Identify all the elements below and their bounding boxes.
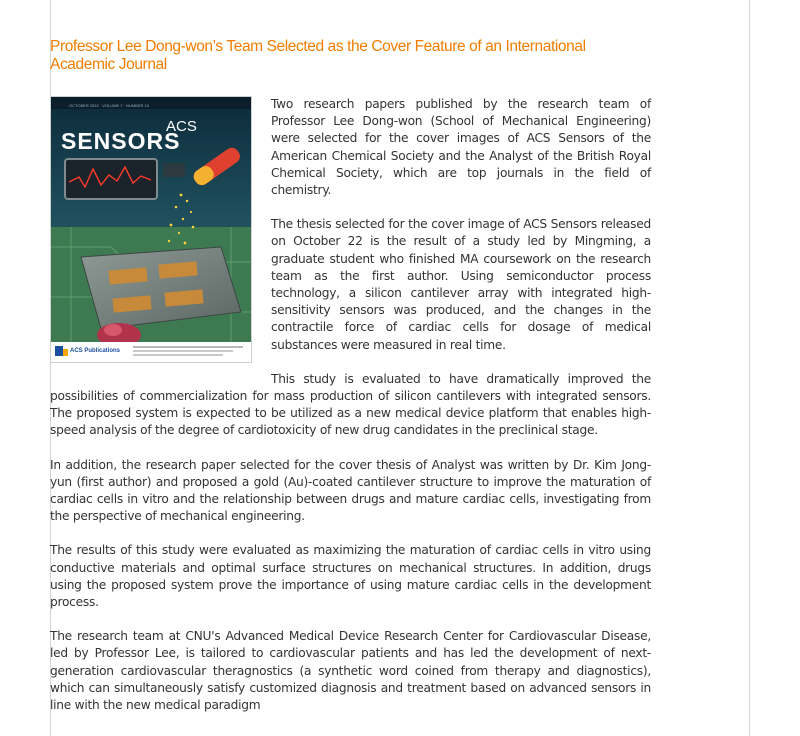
article-paragraph: This study is evaluated to have dramatically improved the possibilities of commercialization for mass production of silicon cantilevers with integrated sensors. The proposed system is expected to be utilized as a new medical device platform that enables high-speed analysis of the degree of cardiotoxicity of new drug candidates in the preclinical stage. xyxy=(50,371,651,438)
journal-cover-illustration xyxy=(51,97,251,362)
journal-cover-image xyxy=(50,96,252,363)
cover-publisher-logo: ACS Publications xyxy=(70,348,121,354)
article-paragraph: The thesis selected for the cover image of ACS Sensors released on October 22 is the result of a study led by Mingming, a graduate student who finished MA coursework on the research team as the first author. Using semiconductor process technology, a silicon cantilever array with integrated high-sensitivity sensors was produced, and the changes in the contractile force of cardiac cells for dosage of medical substances were measured in real time. xyxy=(271,217,651,352)
cover-issue-line: OCTOBER 2022 · VOLUME 7 · NUMBER 10 xyxy=(69,103,149,108)
article-title: Professor Lee Dong-won’s Team Selected as the Cover Feature of an International Academic Journal xyxy=(50,38,586,73)
article-paragraph: In addition, the research paper selected for the cover thesis of Analyst was written by Dr. Kim Jong-yun (first author) and proposed a gold (Au)-coated cantilever structure to improve the maturation of cardiac cells in vitro and the relationship between drugs and mature cardiac cells, investigating from the perspective of mechanical engineering. xyxy=(50,457,651,524)
article-paragraph: The research team at CNU's Advanced Medical Device Research Center for Cardiovascular Disease, led by Professor Lee, is tailored to cardiovascular patients and has led the development of next-generation cardiovascular theragnostics (a synthetic word coined from therapy and diagnostics), which can simultaneously satisfy customized diagnosis and treatment based on advanced sensors in line with the new medical paradigm xyxy=(50,629,651,713)
cover-journal-line2: SENSORS xyxy=(61,128,181,154)
article-paragraph: The results of this study were evaluated as maximizing the maturation of cardiac cells in vitro using conductive materials and optimal surface structures on mechanical structures. In addition, drugs using the proposed system prove the importance of using mature cardiac cells in the development process. xyxy=(50,543,651,610)
cover-journal-line1: ACS xyxy=(166,118,197,135)
article-content xyxy=(50,38,651,714)
article-paragraph: Two research papers published by the research team of Professor Lee Dong-won (School of Mechanical Engineering) were selected for the cover images of ACS Sensors of the American Chemical Society and the Analyst of the British Royal Chemical Society, which are top journals in the field of chemistry. xyxy=(271,97,651,198)
